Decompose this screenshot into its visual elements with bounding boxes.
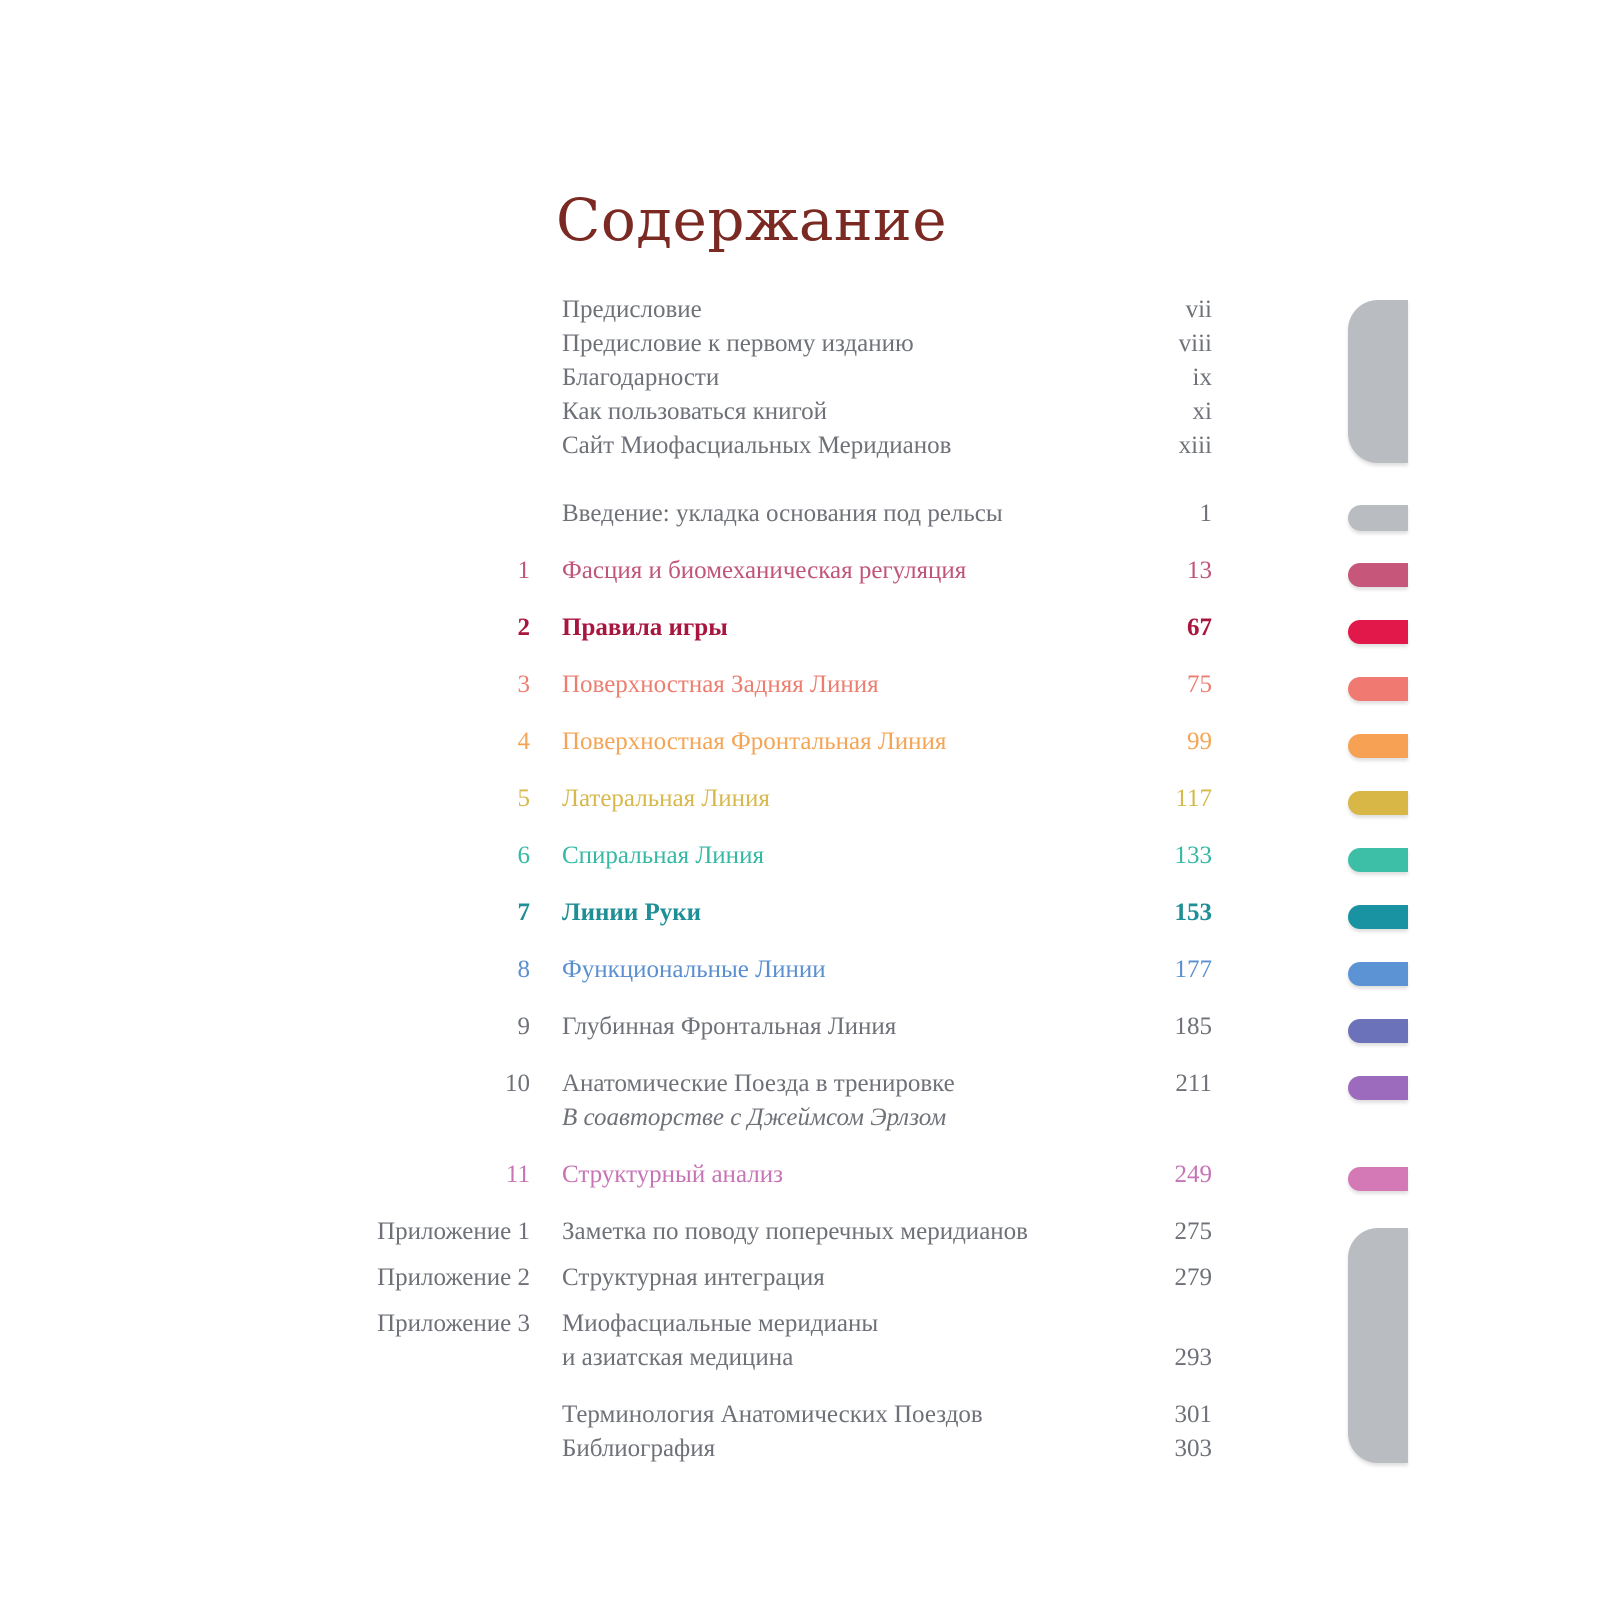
chapter-number: 11 [505,1161,530,1188]
chapter-number: 2 [517,614,530,641]
chapter-title: Глубинная Фронтальная Линия [562,1013,897,1040]
appendix-title: Заметка по поводу поперечных меридианов [562,1218,1028,1245]
chapter-page: 99 [1187,728,1212,755]
chapter-number: 9 [517,1013,530,1040]
chapter-page: 211 [1175,1070,1212,1097]
chapter-number: 1 [517,557,530,584]
appendix-number: Приложение 3 [377,1310,530,1337]
chapter-page: 117 [1175,785,1212,812]
chapter-subtitle: В соавторстве с Джеймсом Эрлзом [562,1104,947,1131]
toc-entry-label: Библиография [562,1435,716,1462]
chapter-number: 6 [517,842,530,869]
toc-entry-page: xiii [1178,432,1212,459]
tab-chapter-11 [1348,1167,1408,1191]
toc-entry-page: vii [1185,296,1212,323]
tab-chapter-6 [1348,848,1408,872]
tab-front-matter [1348,300,1408,463]
tab-appendices [1348,1228,1408,1463]
chapter-number: 8 [517,956,530,983]
appendix-page: 279 [1174,1264,1212,1291]
toc-entry-label: Благодарности [562,364,720,391]
tab-chapter-2 [1348,620,1408,644]
chapter-page: 185 [1174,1013,1212,1040]
chapter-title: Анатомические Поезда в тренировке [562,1070,955,1097]
toc-entry-page: viii [1178,330,1212,357]
chapter-page: 133 [1174,842,1212,869]
toc-entry-label: Как пользоваться книгой [562,398,828,425]
appendix-number: Приложение 1 [377,1218,530,1245]
page-title: Содержание [556,186,948,254]
tab-chapter-1 [1348,563,1408,587]
chapter-number: 10 [505,1070,530,1097]
appendix-number: Приложение 2 [377,1264,530,1291]
chapter-title: Правила игры [562,614,728,641]
appendix-page: 275 [1174,1218,1212,1245]
chapter-number: 4 [517,728,530,755]
toc-entry-label: Сайт Миофасциальных Меридианов [562,432,952,459]
toc-entry-page: 303 [1174,1435,1212,1462]
chapter-page: 249 [1174,1161,1212,1188]
chapter-number: 5 [517,785,530,812]
toc-entry-page: 301 [1174,1401,1212,1428]
chapter-page: 177 [1174,956,1212,983]
tab-chapter-3 [1348,677,1408,701]
chapter-number: 3 [517,671,530,698]
chapter-title: Функциональные Линии [562,956,826,983]
chapter-page: 75 [1187,671,1212,698]
appendix-page: 293 [1174,1344,1212,1371]
toc-entry-intro-page: 1 [1199,500,1212,527]
toc-entry-intro-label: Введение: укладка основания под рельсы [562,500,1003,527]
chapter-title: Поверхностная Задняя Линия [562,671,879,698]
chapter-title: Линии Руки [562,899,702,926]
appendix-title-line2: и азиатская медицина [562,1344,794,1371]
tab-chapter-5 [1348,791,1408,815]
chapter-title: Фасция и биомеханическая регуляция [562,557,967,584]
chapter-title: Структурный анализ [562,1161,783,1188]
toc-entry-label: Предисловие к первому изданию [562,330,914,357]
chapter-title: Спиральная Линия [562,842,764,869]
tab-chapter-7 [1348,905,1408,929]
chapter-page: 67 [1187,614,1212,641]
tab-intro [1348,505,1408,531]
appendix-title: Структурная интеграция [562,1264,825,1291]
tab-chapter-10 [1348,1076,1408,1100]
tab-chapter-9 [1348,1019,1408,1043]
toc-entry-page: ix [1192,364,1212,391]
chapter-number: 7 [517,899,530,926]
tab-chapter-8 [1348,962,1408,986]
toc-entry-label: Терминология Анатомических Поездов [562,1401,983,1428]
tab-chapter-4 [1348,734,1408,758]
appendix-title: Миофасциальные меридианы [562,1310,879,1337]
toc-entry-label: Предисловие [562,296,702,323]
chapter-page: 153 [1174,899,1212,926]
chapter-title: Поверхностная Фронтальная Линия [562,728,947,755]
toc-entry-page: xi [1192,398,1212,425]
chapter-title: Латеральная Линия [562,785,770,812]
chapter-page: 13 [1187,557,1212,584]
